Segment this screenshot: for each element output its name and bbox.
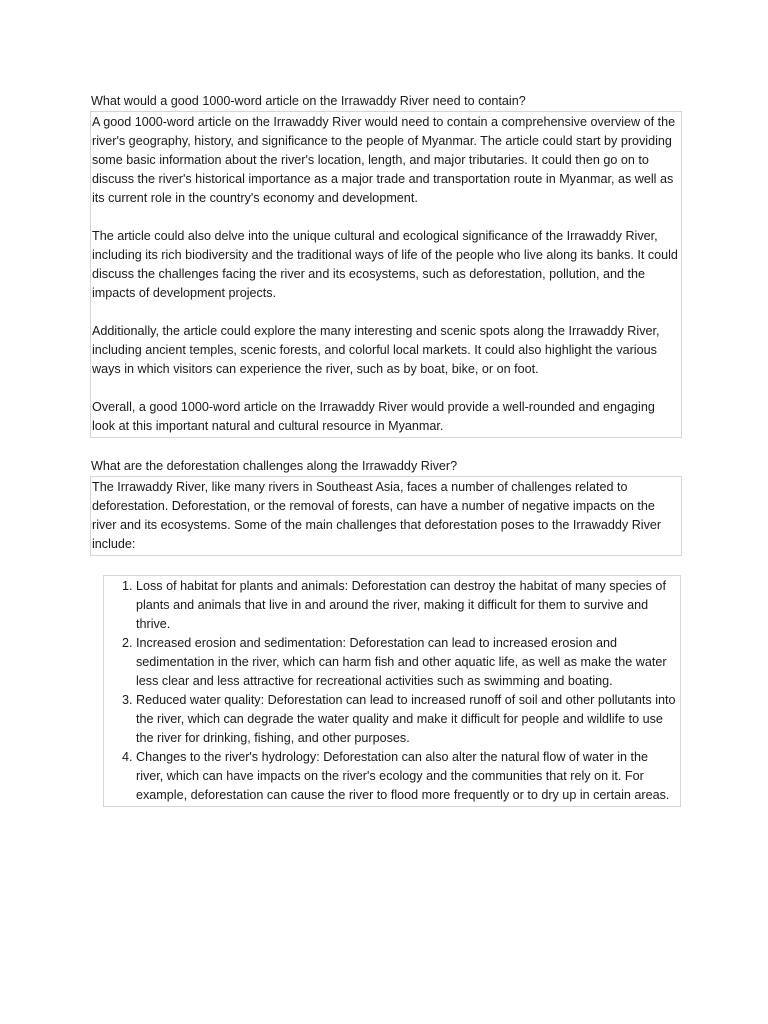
list-item: 2. Increased erosion and sedimentation: Deforestation can lead to increased erosion and sedimentation in the river, which can harm fish and other aquatic life, as well as make the water less clear and less attractive for recreational activities such as swimming and boating. <box>136 634 676 691</box>
challenges-list-box <box>103 575 681 807</box>
answer-2-box <box>90 476 682 556</box>
challenges-list <box>104 577 676 805</box>
list-item: 4. Changes to the river's hydrology: Deforestation can also alter the natural flow of water in the river, which can have impacts on the river's ecology and the communities that rely on it. For example, deforestation can cause the river to flood more frequently or to dry up in certain areas. <box>136 748 676 805</box>
answer-1-box <box>90 111 682 438</box>
list-item: 1. Loss of habitat for plants and animals: Deforestation can destroy the habitat of many species of plants and animals that live in and around the river, making it difficult for them to survive and thrive. <box>136 577 676 634</box>
answer-1-paragraph-1: A good 1000-word article on the Irrawaddy River would need to contain a comprehensive overview of the river's geography, history, and significance to the people of Myanmar. The article could start by providing some basic information about the river's location, length, and major tributaries. It could then go on to discuss the river's historical importance as a major trade and transportation route in Myanmar, as well as its current role in the country's economy and development. <box>92 115 676 205</box>
answer-2-intro: The Irrawaddy River, like many rivers in Southeast Asia, faces a number of challenges related to deforestation. Deforestation, or the removal of forests, can have a number of negative impacts on the river and its ecosystems. Some of the main challenges that deforestation poses to the Irrawaddy River include: <box>92 480 662 551</box>
document-page <box>90 92 682 807</box>
answer-1-paragraph-2: The article could also delve into the unique cultural and ecological significance of the Irrawaddy River, including its rich biodiversity and the traditional ways of life of the people who live along its banks. It could discuss the challenges facing the river and its ecosystems, such as deforestation, pollution, and the impacts of development projects. <box>92 229 678 300</box>
list-item: 3. Reduced water quality: Deforestation can lead to increased runoff of soil and other pollutants into the river, which can degrade the water quality and make it difficult for people and wildlife to use the river for drinking, fishing, and other purposes. <box>136 691 676 748</box>
answer-1-paragraph-3: Additionally, the article could explore the many interesting and scenic spots along the Irrawaddy River, including ancient temples, scenic forests, and colorful local markets. It could also highlight the various ways in which visitors can experience the river, such as by boat, bike, or on foot. <box>92 324 660 376</box>
answer-1-paragraph-4: Overall, a good 1000-word article on the Irrawaddy River would provide a well-rounded and engaging look at this important natural and cultural resource in Myanmar. <box>92 400 655 433</box>
question-2: What are the deforestation challenges along the Irrawaddy River? <box>91 459 458 473</box>
question-1: What would a good 1000-word article on the Irrawaddy River need to contain? <box>91 94 526 108</box>
